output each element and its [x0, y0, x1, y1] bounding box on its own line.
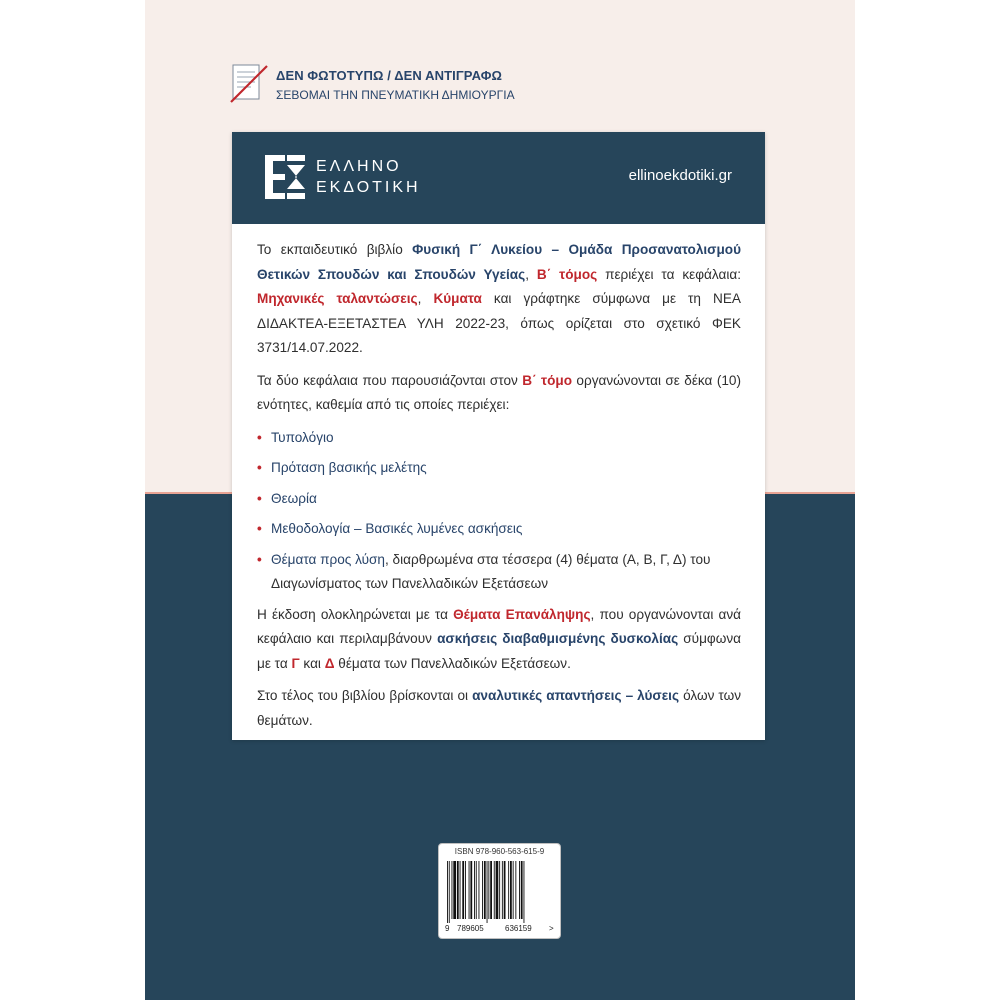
bullet-icon: •: [257, 551, 262, 567]
paragraph-solutions: [257, 684, 741, 733]
list-item: [257, 456, 741, 481]
text: Στο τέλος του βιβλίου βρίσκονται οι: [257, 688, 473, 703]
text: και γράφτηκε σύμφωνα με τη ΝΕΑ ΔΙΔΑΚΤΕΑ-ΕΞΕΤΑΣΤΕΑ ΥΛΗ 2022-23, όπως ορίζεται στο σχετικό ΦΕΚ 3731/14.07.2022.: [257, 291, 741, 355]
text: σύμφωνα με τα: [257, 631, 741, 671]
list-item-detail: , διαρθρωμένα στα τέσσερα (4) θέματα (Α, Β, Γ, Δ) του Διαγωνίσματος των Πανελλαδικών Εξετάσεων: [271, 551, 711, 591]
text: ,: [417, 291, 434, 306]
publisher-url: ellinoekdotiki.gr: [628, 167, 732, 184]
paragraph-intro: [257, 238, 741, 361]
barcode-end-mark: >: [549, 924, 554, 933]
list-item-label: Θέματα προς λύση: [271, 551, 385, 567]
barcode-lead-digit: 9: [445, 924, 450, 933]
description-card: [232, 132, 765, 740]
text: οργανώνονται σε δέκα (10) ενότητες, καθεμία από τις οποίες περιέχει:: [257, 372, 741, 412]
text: Τα δύο κεφάλαια που παρουσιάζονται στον: [257, 372, 523, 388]
volume-label: Β΄ τόμος: [536, 266, 598, 282]
contents-list: [257, 426, 741, 597]
topic-g: Γ: [291, 655, 300, 671]
book-back-cover: [145, 0, 855, 1000]
text: περιέχει τα κεφάλαια:: [597, 266, 741, 282]
text: Το εκπαιδευτικό βιβλίο: [257, 242, 413, 257]
notice-title: ΔΕΝ ΦΩΤΟΤΥΠΩ / ΔΕΝ ΑΝΤΙΓΡΑΦΩ: [276, 68, 503, 83]
copyright-notice: [229, 62, 529, 106]
list-item: [257, 548, 741, 597]
notice-subtitle: ΣΕΒΟΜΑΙ ΤΗΝ ΠΝΕΥΜΑΤΙΚΗ ΔΗΜΙΟΥΡΓΙΑ: [276, 88, 515, 102]
paragraph-revision: [257, 603, 741, 677]
chapter-2: Κύματα: [433, 291, 482, 306]
bullet-icon: •: [257, 490, 262, 506]
list-item: [257, 517, 741, 542]
bullet-icon: •: [257, 460, 262, 475]
text: Η έκδοση ολοκληρώνεται με τα: [257, 606, 454, 622]
paragraph-structure: [257, 369, 741, 418]
list-item-label: Πρόταση βασικής μελέτης: [271, 460, 427, 475]
publisher-name-line1: ΕΛΛΗΝΟ: [316, 158, 402, 175]
list-item-label: Μεθοδολογία – Βασικές λυμένες ασκήσεις: [271, 521, 523, 536]
text: ,: [525, 266, 537, 282]
bullet-icon: •: [257, 429, 262, 445]
text: και: [299, 655, 325, 671]
text: όλων των θεμάτων.: [257, 688, 741, 728]
no-copy-icon: [229, 62, 269, 104]
description-text: [257, 238, 741, 733]
graded-exercises: ασκήσεις διαβαθμισμένης δυσκολίας: [437, 631, 679, 646]
barcode-group-2: 636159: [505, 924, 532, 933]
publisher-header: [232, 132, 765, 224]
bullet-icon: •: [257, 521, 262, 536]
chapter-1: Μηχανικές ταλαντώσεις: [257, 291, 418, 306]
volume-label: Β΄ τόμο: [522, 372, 573, 388]
text: , που οργανώνονται ανά κεφάλαιο και περιλαμβάνουν: [257, 606, 742, 646]
list-item-label: Τυπολόγιο: [271, 429, 334, 445]
isbn-barcode: [438, 843, 561, 939]
ellinoekdotiki-logo-icon: [265, 155, 305, 199]
barcode-group-1: 789605: [457, 924, 484, 933]
revision-topics: Θέματα Επανάληψης: [453, 606, 591, 622]
publisher-name-line2: ΕΚΔΟΤΙΚΗ: [316, 179, 421, 196]
detailed-solutions: αναλυτικές απαντήσεις – λύσεις: [472, 688, 680, 703]
topic-d: Δ: [324, 655, 335, 671]
list-item: [257, 487, 741, 512]
list-item: [257, 426, 741, 451]
text: θέματα των Πανελλαδικών Εξετάσεων.: [334, 655, 571, 671]
list-item-label: Θεωρία: [271, 490, 317, 506]
barcode-bars: [445, 861, 553, 923]
isbn-label: ISBN 978-960-563-615-9: [454, 847, 545, 856]
book-title: Φυσική Γ΄ Λυκείου – Ομάδα Προσανατολισμού Θετικών Σπουδών και Σπουδών Υγείας: [257, 242, 741, 282]
